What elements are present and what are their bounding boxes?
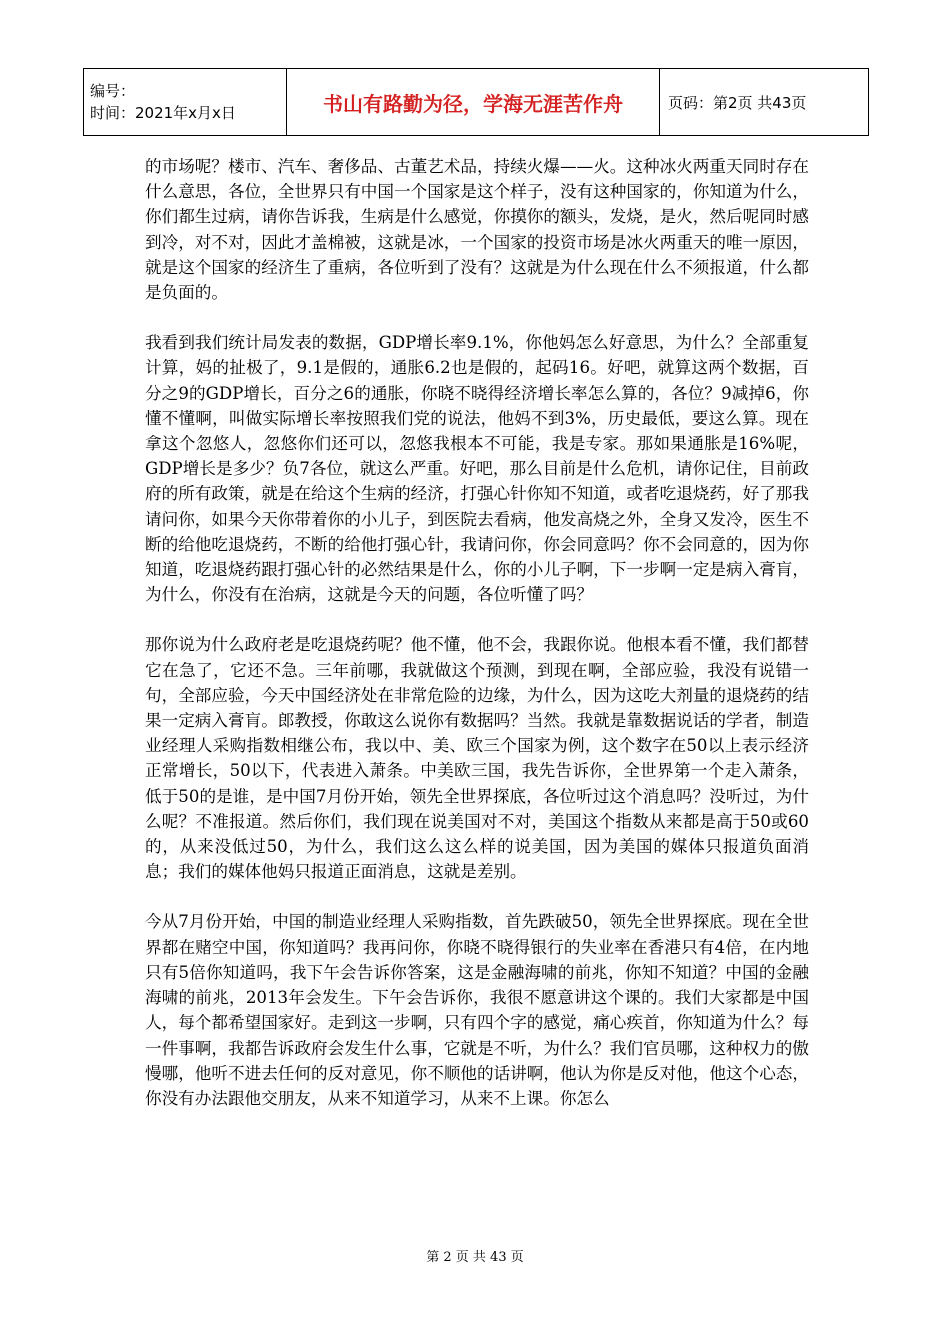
document-number-label: 编号： [90, 82, 136, 100]
page-header [83, 68, 869, 136]
document-date: 时间：2021年x月x日 [90, 104, 236, 122]
paragraph-4: 今从7月份开始，中国的制造业经理人采购指数，首先跌破50，领先全世界探底。现在全世界都在赌空中国，你知道吗？我再问你，你晓不晓得银行的失业率在香港只有4倍，在内地只有5倍你知道吗，我下午会告诉你答案，这是金融海啸的前兆，你知不知道？中国的金融海啸的前兆，2013年会发生。下午会告诉你，我很不愿意讲这个课的。我们大家都是中国人，每个都希望国家好。走到这一步啊，只有四个字的感觉，痛心疾首，你知道为什么？每一件事啊，我都告诉政府会发生什么事，它就是不听，为什么？我们官员哪，这种权力的傲慢哪，他听不进去任何的反对意见，你不顺他的话讲啊，他认为你是反对他，他这个心态，你没有办法跟他交朋友，从来不知道学习，从来不上课。你怎么 [145, 912, 809, 1108]
header-motto: 书山有路勤为径，学海无涯苦作舟 [287, 69, 660, 136]
page-footer: 第 2 页 共 43 页 [426, 1250, 524, 1265]
paragraph-3: 那你说为什么政府老是吃退烧药呢？他不懂，他不会，我跟你说。他根本看不懂，我们都替它在急了，它还不急。三年前哪，我就做这个预测，到现在啊，全部应验，我没有说错一句，全部应验，今天中国经济处在非常危险的边缘，为什么，因为这吃大剂量的退烧药的结果一定病入膏肓。郎教授，你敢这么说你有数据吗？当然。我就是靠数据说话的学者，制造业经理人采购指数相继公布，我以中、美、欧三个国家为例，这个数字在50以上表示经济正常增长，50以下，代表进入萧条。中美欧三国，我先告诉你，全世界第一个走入萧条，低于50的是谁，是中国7月份开始，领先全世界探底，各位听过这个消息吗？没听过，为什么呢？不准报道。然后你们，我们现在说美国对不对，美国这个指数从来都是高于50或60的，从来没低过50，为什么，我们这么这么样的说美国，因为美国的媒体只报道负面消息；我们的媒体他妈只报道正面消息，这就是差别。 [145, 635, 809, 882]
paragraph-1: 的市场呢？楼市、汽车、奢侈品、古董艺术品，持续火爆——火。这种冰火两重天同时存在什么意思，各位，全世界只有中国一个国家是这个样子，没有这种国家的，你知道为什么，你们都生过病，请你告诉我，生病是什么感觉，你摸你的额头，发烧，是火，然后呢同时感到冷，对不对，因此才盖棉被，这就是冰，一个国家的投资市场是冰火两重天的唯一原因，就是这个国家的经济生了重病，各位听到了没有？这就是为什么现在什么不须报道，什么都是负面的。 [145, 157, 809, 303]
header-meta [84, 69, 287, 136]
paragraph-2: 我看到我们统计局发表的数据，GDP增长率9.1%，你他妈怎么好意思，为什么？全部重复计算，妈的扯极了，9.1是假的，通胀6.2也是假的，起码16。好吧，就算这两个数据，百分之9的GDP增长，百分之6的通胀，你晓不晓得经济增长率怎么算的，各位？9减掉6，你懂不懂啊，叫做实际增长率按照我们党的说法，他妈不到3%，历史最低，要这么算。现在拿这个忽悠人，忽悠你们还可以，忽悠我根本不可能，我是专家。那如果通胀是16%呢，GDP增长是多少？负7各位，就这么严重。好吧，那么目前是什么危机，请你记住，目前政府的所有政策，就是在给这个生病的经济，打强心针你知不知道，或者吃退烧药，好了那我请问你，如果今天你带着你的小儿子，到医院去看病，他发高烧之外，全身又发冷，医生不断的给他吃退烧药，不断的给他打强心针，我请问你，你会同意吗？你不会同意的，因为你知道，吃退烧药跟打强心针的必然结果是什么，你的小儿子啊，下一步啊一定是病入膏肓，为什么，你没有在治病，这就是今天的问题，各位听懂了吗？ [145, 333, 809, 605]
document-body [145, 154, 809, 1136]
header-page-info: 页码：第2页 共43页 [660, 69, 869, 136]
